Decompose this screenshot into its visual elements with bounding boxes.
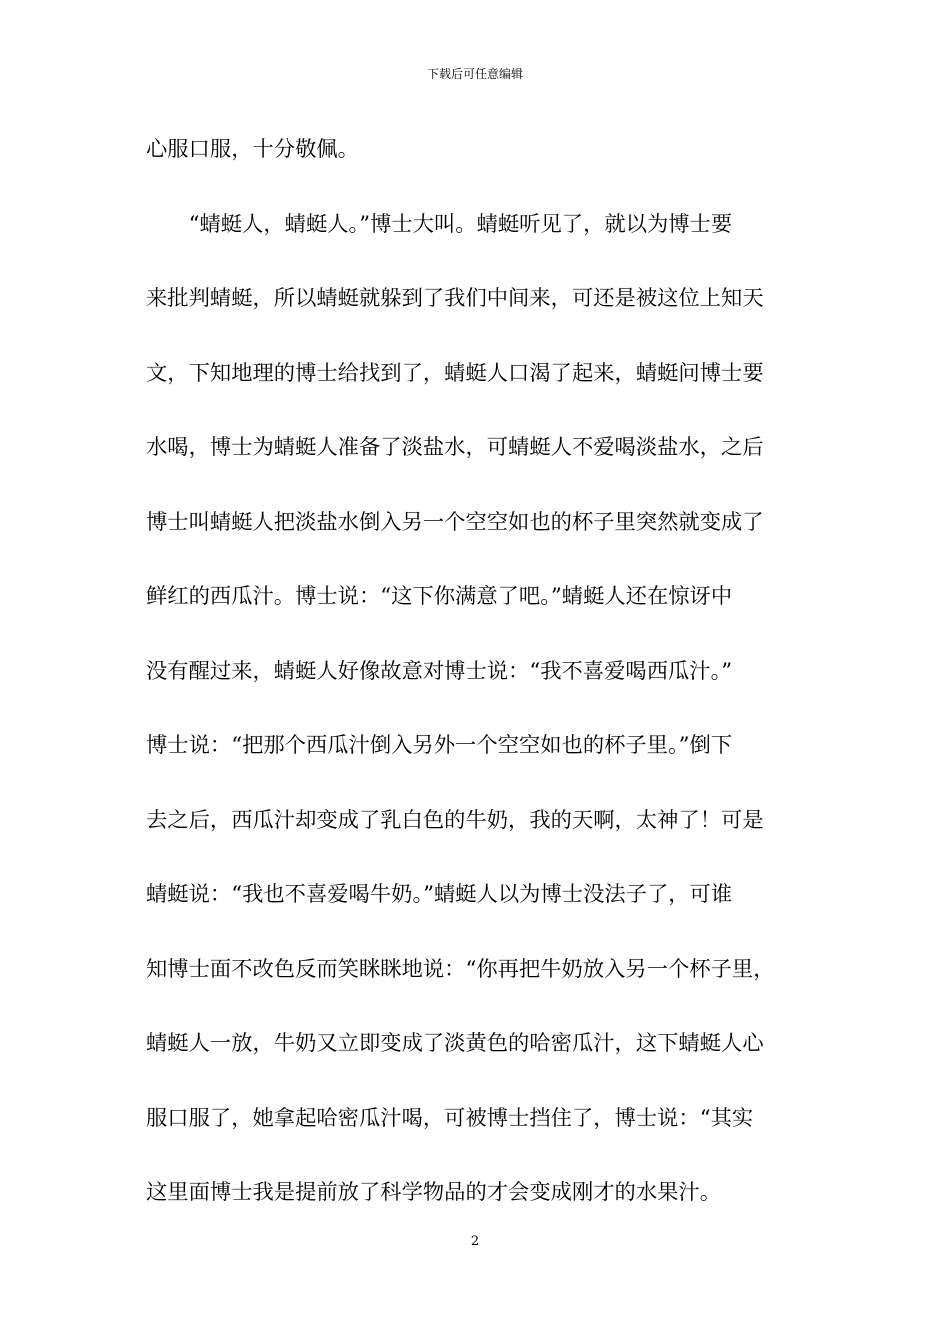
- text-line: 水喝，博士为蜻蜓人准备了淡盐水，可蜻蜓人不爱喝淡盐水，之后: [146, 435, 764, 460]
- text-line: 博士叫蜻蜓人把淡盐水倒入另一个空空如也的杯子里突然就变成了: [146, 509, 764, 535]
- page-header: 下载后可任意编辑: [426, 67, 523, 81]
- body-text: [146, 130, 810, 1248]
- text-line: 文，下知地理的博士给找到了，蜻蜓人口渴了起来，蜻蜓问博士要: [146, 360, 764, 386]
- text-line: 服口服了，她拿起哈密瓜汁喝，可被博士挡住了，博士说：“其实: [146, 1105, 754, 1131]
- text-line: 蜻蜓人一放，牛奶又立即变成了淡黄色的哈密瓜汁，这下蜻蜓人心: [146, 1031, 764, 1056]
- text-line: 没有醒过来，蜻蜓人好像故意对博士说：“我不喜爱喝西瓜汁。”: [146, 658, 733, 684]
- text-line: 鲜红的西瓜汁。博士说：“这下你满意了吧。”蜻蜓人还在惊讶中: [146, 584, 733, 609]
- page-number: 2: [470, 1234, 480, 1249]
- text-line: 博士说：“把那个西瓜汁倒入另外一个空空如也的杯子里。”倒下: [146, 733, 733, 758]
- text-line: 心服口服，十分敬佩。: [146, 137, 359, 162]
- text-line: 去之后，西瓜汁却变成了乳白色的牛奶，我的天啊，太神了！可是: [146, 807, 764, 833]
- text-line: “蜻蜓人，蜻蜓人。”博士大叫。蜻蜓听见了，就以为博士要: [146, 211, 733, 237]
- text-line: 知博士面不改色反而笑眯眯地说：“你再把牛奶放入另一个杯子里，: [146, 956, 775, 982]
- text-line: 这里面博士我是提前放了科学物品的才会变成刚才的水果汁。: [146, 1180, 722, 1205]
- text-line: 来批判蜻蜓，所以蜻蜓就躲到了我们中间来，可还是被这位上知天: [146, 286, 764, 311]
- text-line: 蜻蜓说：“我也不喜爱喝牛奶。”蜻蜓人以为博士没法子了，可谁: [146, 882, 733, 907]
